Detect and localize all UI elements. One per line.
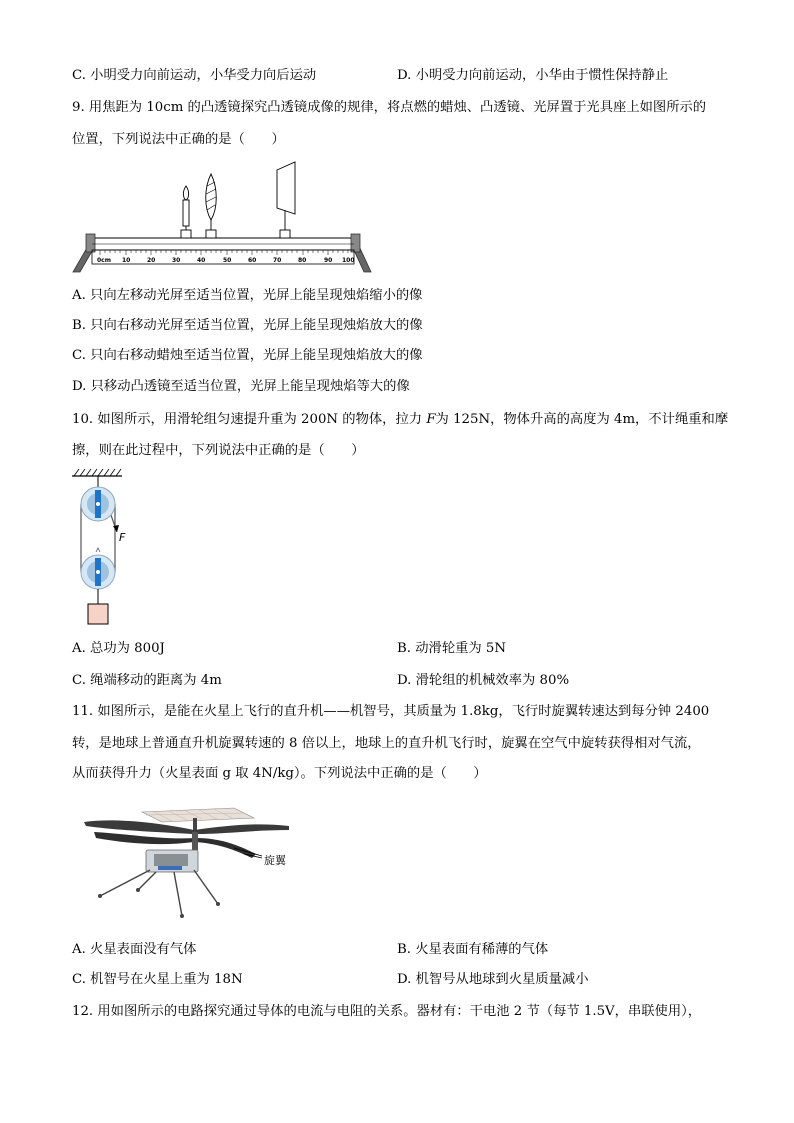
load-block (88, 604, 108, 624)
q10-stem-line1 (72, 411, 728, 429)
rotor-label: 旋翼 (264, 854, 286, 867)
pulley-system-figure (66, 468, 146, 630)
lower-rotor-blade-left (94, 832, 196, 844)
q11-option-c: C. 机智号在火星上重为 18N (72, 972, 243, 987)
upper-rotor-blade-right (194, 824, 289, 834)
convex-lens (206, 174, 217, 238)
q9-stem-line1: 9. 用焦距为 10cm 的凸透镜探究凸透镜成像的规律，将点燃的蜡烛、凸透镜、光屏置于光具座上如图所示的 (72, 100, 707, 115)
optical-bench-figure (70, 158, 380, 276)
ruler-label-80: 80 (298, 257, 307, 264)
ruler-label-90: 90 (324, 257, 333, 264)
q10-option-c: C. 绳端移动的距离为 4m (72, 673, 222, 688)
q9-option-a: A. 只向左移动光屏至适当位置，光屏上能呈现烛焰缩小的像 (72, 288, 423, 303)
q10-option-b: B. 动滑轮重为 5N (397, 641, 507, 656)
ruler-label-70: 70 (273, 257, 282, 264)
ingenuity-helicopter-figure (84, 804, 304, 924)
q9-option-d: D. 只移动凸透镜至适当位置，光屏上能呈现烛焰等大的像 (72, 379, 410, 394)
force-symbol: F (426, 412, 436, 427)
q8-option-c: C. 小明受力向前运动，小华受力向后运动 (72, 68, 317, 83)
ruler-label-0: 0cm (97, 257, 111, 264)
ruler-label-30: 30 (172, 257, 181, 264)
ruler-label-100: 100 (342, 257, 355, 264)
q11-option-a: A. 火星表面没有气体 (72, 942, 197, 957)
q10-stem-part1: 10. 如图所示，用滑轮组匀速提升重为 200N 的物体，拉力 (72, 412, 427, 427)
movable-pulley (81, 548, 115, 589)
q11-stem-line2: 转，是地球上普通直升机旋翼转速的 8 倍以上，地球上的直升机飞行时，旋翼在空气中旋转获得相对气流， (72, 736, 701, 751)
ruler-ticks (100, 250, 348, 255)
q11-stem-line3: 从而获得升力（火星表面 g 取 4N/kg）。下列说法中正确的是（ ） (72, 766, 487, 781)
ruler-label-10: 10 (122, 257, 131, 264)
candle (181, 186, 191, 238)
fixed-pulley (81, 487, 115, 521)
ruler-label-40: 40 (197, 257, 206, 264)
light-screen (277, 162, 295, 238)
q10-stem-line2: 擦，则在此过程中，下列说法中正确的是（ ） (72, 443, 365, 458)
ruler-label-50: 50 (223, 257, 232, 264)
force-label: F (119, 531, 126, 544)
q10-stem-part2: 为 125N，物体升高的高度为 4m，不计绳重和摩 (435, 412, 729, 427)
q9-option-b: B. 只向右移动光屏至适当位置，光屏上能呈现烛焰放大的像 (72, 318, 423, 333)
q12-stem-line1: 12. 用如图所示的电路探究通过导体的电流与电阻的关系。器材有：干电池 2 节（每节 1.5V，串联使用）， (72, 1004, 702, 1019)
q11-option-b: B. 火星表面有稀薄的气体 (397, 942, 549, 957)
q9-stem-line2: 位置，下列说法中正确的是（ ） (72, 132, 285, 147)
q11-stem-line1: 11. 如图所示，是能在火星上飞行的直升机——机智号，其质量为 1.8kg，飞行时旋翼转速达到每分钟 2400 (72, 704, 710, 719)
ruler-label-60: 60 (248, 257, 257, 264)
q9-option-c: C. 只向右移动蜡烛至适当位置，光屏上能呈现烛焰放大的像 (72, 348, 423, 363)
q10-option-a: A. 总功为 800J (72, 641, 165, 656)
q11-option-d: D. 机智号从地球到火星质量减小 (397, 972, 589, 987)
q8-option-d: D. 小明受力向前运动，小华由于惯性保持静止 (397, 68, 669, 83)
ruler-label-20: 20 (147, 257, 156, 264)
q10-option-d: D. 滑轮组的机械效率为 80% (397, 673, 570, 688)
upper-rotor-blade-left (84, 820, 194, 834)
